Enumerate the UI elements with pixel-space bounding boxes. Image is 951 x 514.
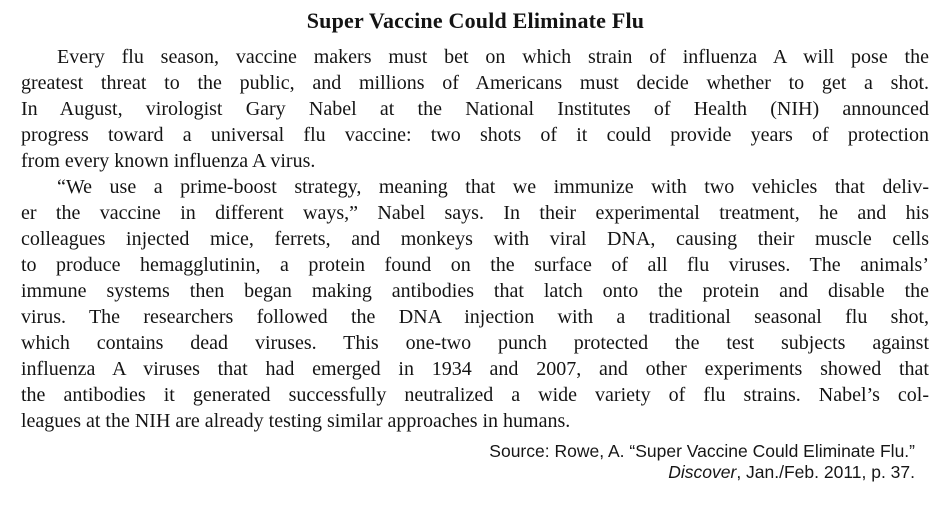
- source-citation: [0, 441, 915, 482]
- text-line: progress toward a universal flu vaccine: two shots of it could provide years of protection: [21, 124, 929, 146]
- text-line: influenza A viruses that had emerged in 1934 and 2007, and other experiments showed that: [21, 358, 929, 380]
- text-line: from every known influenza A virus.: [21, 150, 316, 172]
- source-line-2: [0, 462, 915, 483]
- text-line: greatest threat to the public, and millions of Americans must decide whether to get a shot.: [21, 72, 929, 94]
- text-line: virus. The researchers followed the DNA injection with a traditional seasonal flu shot,: [21, 306, 929, 328]
- text-line: colleagues injected mice, ferrets, and monkeys with viral DNA, causing their muscle cells: [21, 228, 929, 250]
- source-line-1: Source: Rowe, A. “Super Vaccine Could Eliminate Flu.”: [489, 441, 915, 461]
- source-line-2-rest: , Jan./Feb. 2011, p. 37.: [736, 461, 915, 482]
- document-page: [0, 9, 951, 514]
- text-line: which contains dead viruses. This one-two punch protected the test subjects against: [21, 332, 929, 354]
- text-line: Every flu season, vaccine makers must bet on which strain of influenza A will pose the: [57, 46, 929, 68]
- article-title: Super Vaccine Could Eliminate Flu: [306, 8, 645, 33]
- article-body: [21, 44, 929, 434]
- text-line: immune systems then began making antibodies that latch onto the protein and disable the: [21, 280, 929, 302]
- text-line: er the vaccine in different ways,” Nabel says. In their experimental treatment, he and his: [21, 202, 929, 224]
- source-journal-name: Discover: [668, 461, 737, 482]
- text-line: leagues at the NIH are already testing similar approaches in humans.: [21, 410, 571, 432]
- text-line: the antibodies it generated successfully neutralized a wide variety of flu strains. Nabel’s col-: [21, 384, 929, 406]
- text-line: “We use a prime-boost strategy, meaning that we immunize with two vehicles that deliv-: [57, 176, 929, 198]
- paragraph-1: [21, 44, 929, 174]
- paragraph-2: [21, 174, 929, 434]
- text-line: to produce hemagglutinin, a protein found on the surface of all flu viruses. The animals’: [21, 254, 929, 276]
- text-line: In August, virologist Gary Nabel at the National Institutes of Health (NIH) announced: [21, 98, 929, 120]
